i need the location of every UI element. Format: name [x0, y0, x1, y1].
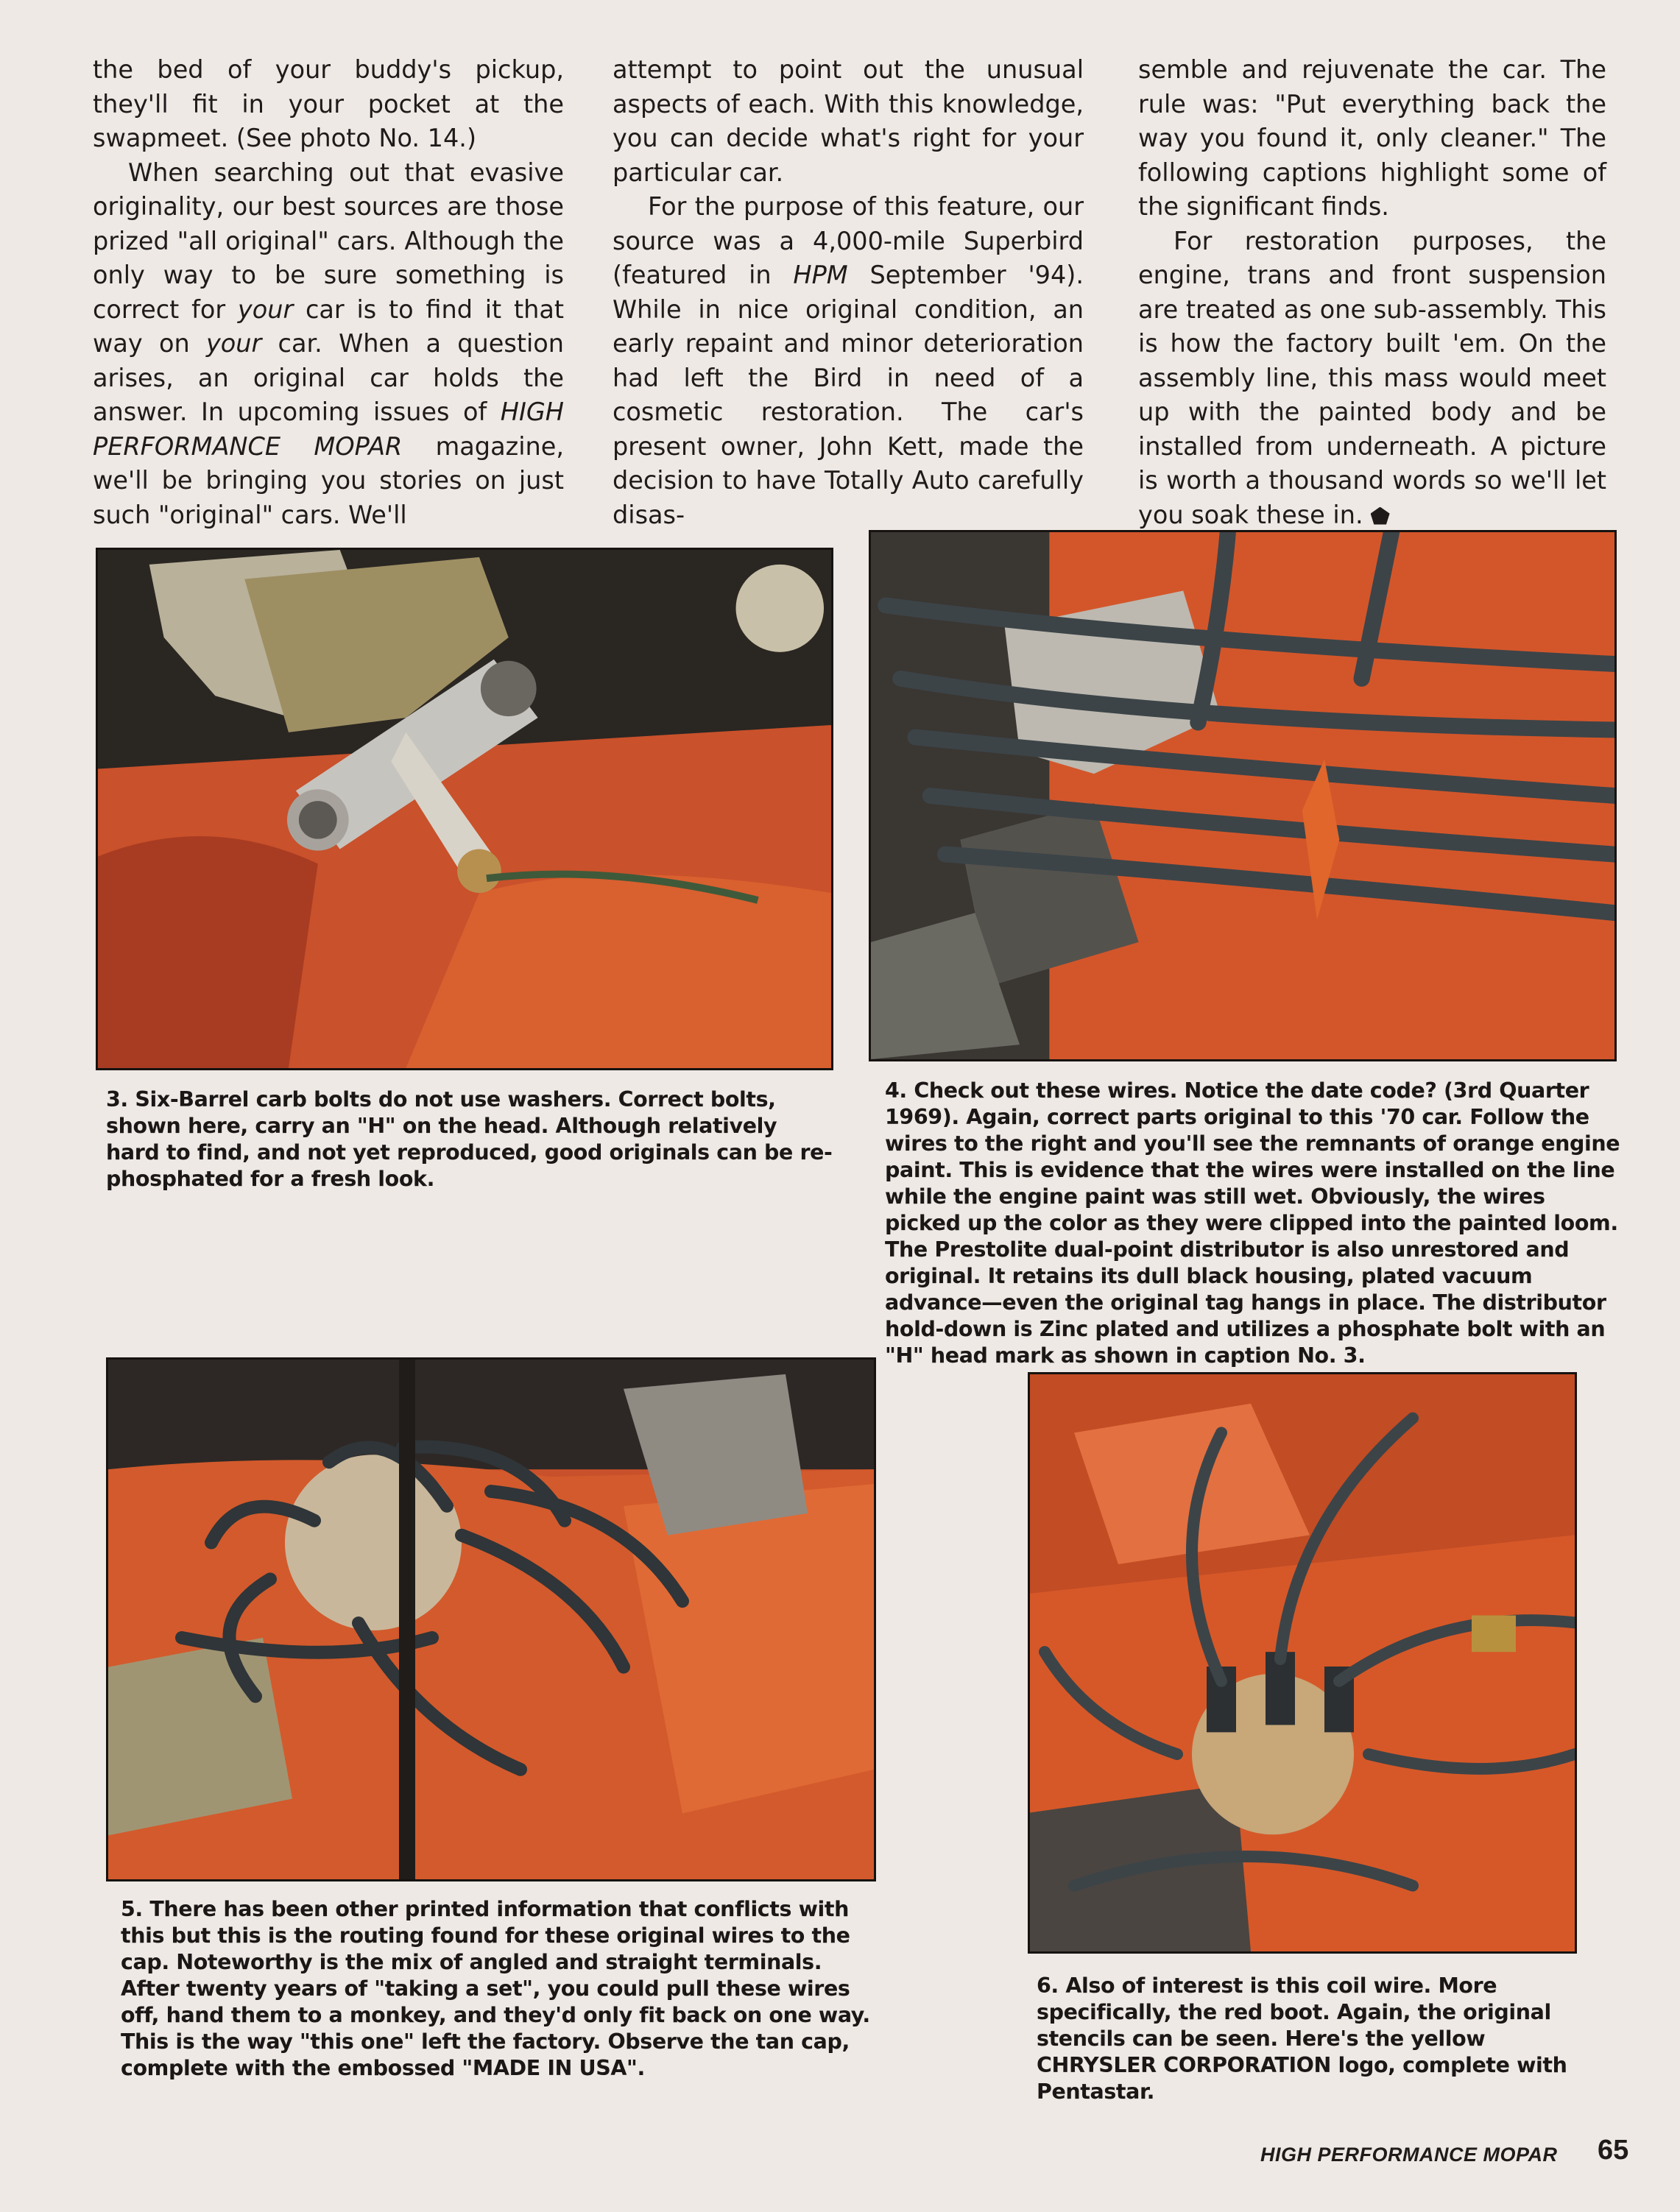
text-column-3 [1138, 53, 1606, 532]
paragraph: semble and rejuvenate the car. The rule was: "Put everything back the way you found it, only cleaner." The following captions highlight some of the significant finds. [1138, 55, 1606, 221]
page-number: 65 [1598, 2135, 1629, 2166]
caption-4: 4. Check out these wires. Notice the date code? (3rd Quarter 1969). Again, correct parts original to this '70 car. Follow the wires to the right and you'll see the remnants of orange engine paint. This is evidence that the wires were installed on the line while the engine paint was still wet. Obviously, the wires picked up the color as they were clipped into the painted loom. The Prestolite dual-point distributor is also unrestored and original. It retains its dull black housing, plated vacuum advance—even the original tag hangs in place. The distributor hold-down is Zinc plated and utilizes a phosphate bolt with an "H" head mark as shown in caption No. 3. [885, 1078, 1620, 1368]
caption-5: 5. There has been other printed information that conflicts with this but this is the routing found for these original wires to the cap. Noteworthy is the mix of angled and straight terminals. After twenty years of "taking a set", you could pull these wires off, hand them to a monkey, and they'd only fit back on one way. This is the way "this one" left the factory. Observe the tan cap, complete with the embossed "MADE IN USA". [121, 1897, 870, 2080]
paragraph: attempt to point out the unusual aspects of each. With this knowledge, you can decide what's right for your particular car. [613, 55, 1084, 187]
photo-coil-wire [1028, 1372, 1577, 1954]
paragraph: the bed of your buddy's pickup, they'll fit in your pocket at the swapmeet. (See photo No. 14.) [93, 55, 564, 152]
paragraph: For the purpose of this feature, our source was a 4,000-mile Superbird (featured in HPM September '94). While in nice original condition, an early repaint and minor deterioration had left the Bird in need of a cosmetic restoration. The car's present owner, John Kett, made the decision to have Totally Auto carefully disas- [613, 192, 1084, 529]
caption-6: 6. Also of interest is this coil wire. More specifically, the red boot. Again, the original stencils can be seen. Here's the yellow CHRYSLER CORPORATION logo, complete with Pentastar. [1037, 1974, 1567, 2104]
caption-3: 3. Six-Barrel carb bolts do not use washers. Correct bolts, shown here, carry an "H" on the head. Although relatively hard to find, and not yet reproduced, good originals can be re-phosphated for a fresh look. [106, 1087, 833, 1191]
paragraph: When searching out that evasive originality, our best sources are those prized "all original" cars. Although the only way to be sure something is correct for your car is to find it that way on your car. When a question arises, an original car holds the answer. In upcoming issues of HIGH PERFORMANCE MOPAR magazine, we'll be bringing you stories on just such "original" cars. We'll [93, 158, 564, 529]
publication-name: HIGH PERFORMANCE MOPAR [1260, 2144, 1558, 2166]
end-of-article-mark [1371, 507, 1390, 525]
text-column-1 [93, 53, 564, 532]
photo-wire-routing [106, 1357, 876, 1881]
photo-carb-bolts [96, 548, 833, 1070]
photo-date-code-wires [869, 530, 1617, 1061]
text-column-2 [613, 53, 1084, 532]
paragraph: For restoration purposes, the engine, trans and front suspension are treated as one sub-assembly. This is how the factory built 'em. On the assembly line, this mass would meet up with the painted body and be installed from underneath. A picture is worth a thousand words so we'll let you soak these in. [1138, 226, 1606, 529]
